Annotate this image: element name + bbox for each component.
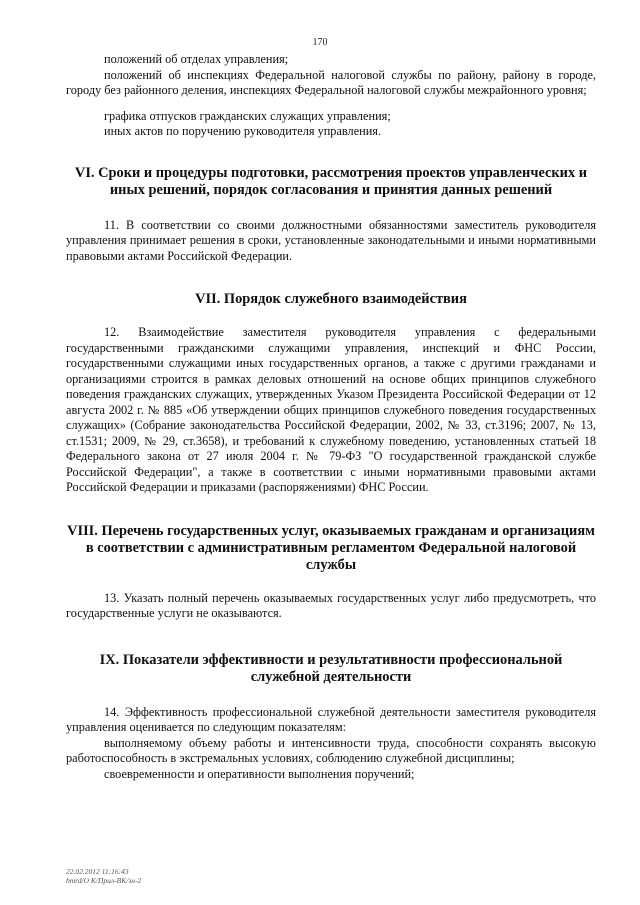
list-item: иных актов по поручению руководителя управления. <box>104 124 382 138</box>
list-item: выполняемому объему работы и интенсивности труда, способности сохранять высокую работоспособность в экстремальных условиях, соблюдению служебной дисциплины; <box>66 735 596 765</box>
section-7-heading: VII. Порядок служебного взаимодействия <box>195 291 467 307</box>
list-item: положений об инспекциях Федеральной налоговой службы по району, району в городе, городу без районного деления, инспекциях Федеральной налоговой службы межрайонного уровня; <box>66 67 596 97</box>
document-footer <box>66 867 141 885</box>
document-body <box>66 52 596 782</box>
section-6-heading: VI. Сроки и процедуры подготовки, рассмотрения проектов управленческих и иных решений, порядок согласования и принятия данных решений <box>74 164 588 198</box>
section-9-heading: IX. Показатели эффективности и результативности профессиональной служебной деятельности <box>99 651 563 685</box>
paragraph-12: 12. Взаимодействие заместителя руководителя управления с федеральными государственными гражданскими служащими управления, инспекций и ФНС России, государственными служащими иных государственных органов, а также с другими гражданами и организациями строится в рамках деловых отношений на основе общих принципов служебного поведения гражданских служащих, утвержденных Указом Президента Российской Федерации от 12 августа 2002 г. № 885 «Об утверждении общих принципов служебного поведения государственных служащих» (Собрание законодательства Российской Федерации, 2002, № 33, ст.3196; 2007, № 13, ст.1531; 2009, № 29, ст.3658), и требований к служебному поведению, установленных статьей 18 Федерального закона от 27 июля 2004 г. № 79-ФЗ "О государственной гражданской службе Российской Федерации", а также в соответствии с иными нормативными правовыми актами Российской Федерации и приказами (распоряжениями) ФНС России. <box>66 325 596 494</box>
list-item: своевременности и оперативности выполнения поручений; <box>104 766 415 781</box>
list-item: графика отпусков гражданских служащих управления; <box>104 108 391 123</box>
footer-file-code: bmrd/O К/Прил-ВК/зн-2 <box>66 876 142 885</box>
paragraph-11: 11. В соответствии со своими должностными обязанностями заместитель руководителя управления принимает решения в сроки, установленные законодательными и иными нормативными правовыми актами Российской Федерации. <box>66 217 596 263</box>
list-item: положений об отделах управления; <box>104 52 289 66</box>
page-number: 170 <box>312 37 328 48</box>
section-8-heading: VIII. Перечень государственных услуг, оказываемых гражданам и организациям в соответствии с административным регламентом Федеральной налоговой службы <box>67 522 595 573</box>
paragraph-14: 14. Эффективность профессиональной служебной деятельности заместителя руководителя управления оценивается по следующим показателям: <box>66 704 596 734</box>
footer-timestamp: 22.02.2012 11:16:43 <box>66 867 129 876</box>
paragraph-13: 13. Указать полный перечень оказываемых государственных услуг либо предусмотреть, что государственные услуги не оказываются. <box>66 590 596 620</box>
